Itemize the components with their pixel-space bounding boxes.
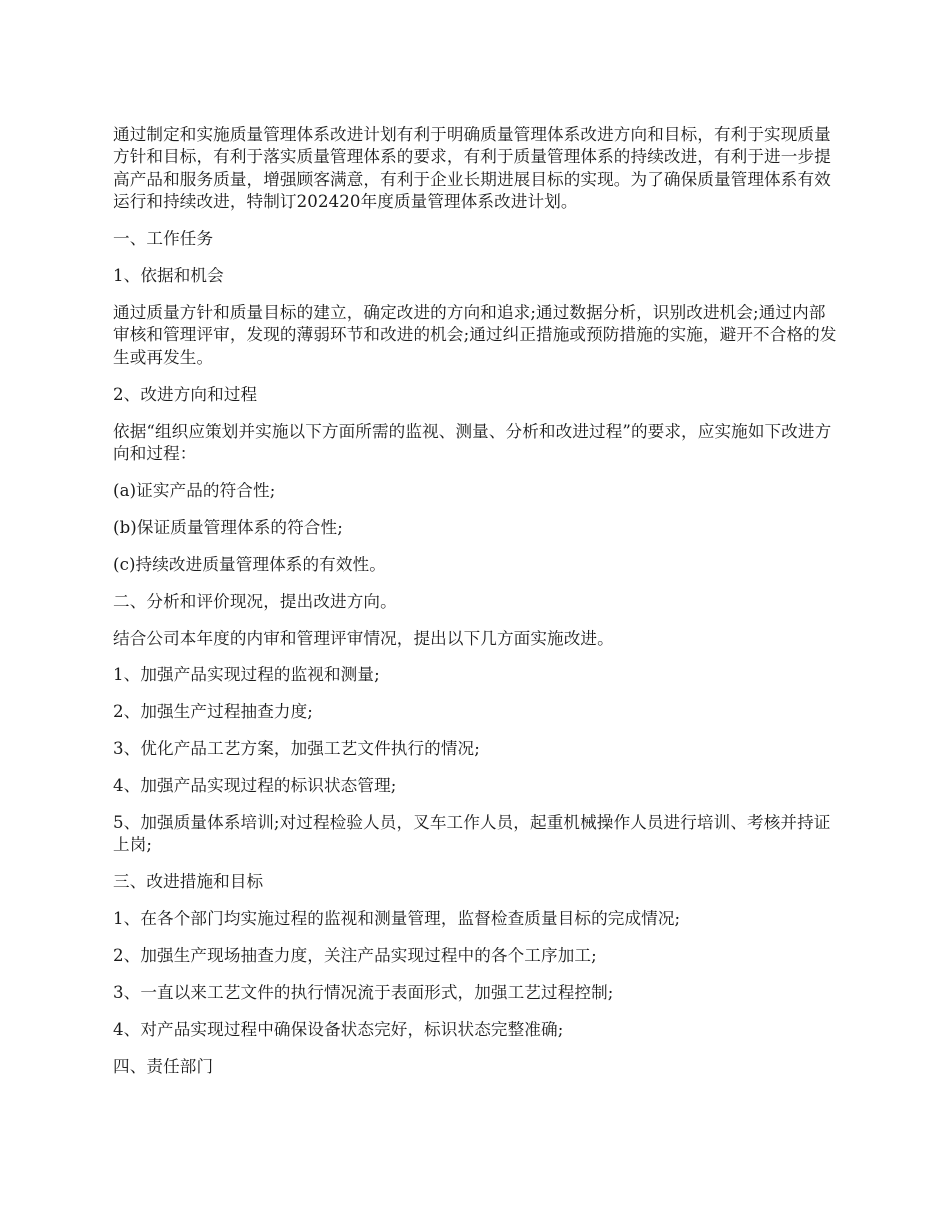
section-heading-responsible-dept: 四、责任部门 — [113, 1056, 214, 1076]
measure-item-1: 1、在各个部门均实施过程的监视和测量管理，监督检查质量目标的完成情况; — [113, 909, 681, 929]
list-item-3: 3、优化产品工艺方案，加强工艺文件执行的情况; — [113, 739, 480, 759]
list-item-b: (b)保证质量管理体系的符合性; — [113, 517, 343, 537]
list-item-a: (a)证实产品的符合性; — [113, 480, 276, 500]
measure-item-3: 3、一直以来工艺文件的执行情况流于表面形式，加强工艺过程控制; — [113, 983, 614, 1003]
list-item-1: 1、加强产品实现过程的监视和测量; — [113, 665, 380, 685]
measure-item-4: 4、对产品实现过程中确保设备状态完好，标识状态完整准确; — [113, 1019, 564, 1039]
section-heading-analysis: 二、分析和评价现况，提出改进方向。 — [113, 591, 397, 611]
paragraph-improvement-requirement: 依据“组织应策划并实施以下方面所需的监视、测量、分析和改进过程”的要求，应实施如下改进方向和过程： — [113, 421, 832, 463]
measure-item-2: 2、加强生产现场抽查力度，关注产品实现过程中的各个工序加工; — [113, 946, 597, 966]
list-item-2: 2、加强生产过程抽查力度; — [113, 702, 313, 722]
subheading-improvement-direction: 2、改进方向和过程 — [113, 384, 258, 404]
subheading-basis-and-opportunity: 1、依据和机会 — [113, 266, 224, 286]
list-item-5: 5、加强质量体系培训;对过程检验人员，叉车工作人员，起重机械操作人员进行培训、考核并持证上岗; — [113, 813, 831, 855]
section-heading-measures: 三、改进措施和目标 — [113, 872, 264, 892]
document-body — [113, 124, 840, 1093]
list-item-4: 4、加强产品实现过程的标识状态管理; — [113, 776, 397, 796]
paragraph-analysis-intro: 结合公司本年度的内审和管理评审情况，提出以下几方面实施改进。 — [113, 628, 614, 648]
paragraph-basis-detail: 通过质量方针和质量目标的建立，确定改进的方向和追求;通过数据分析，识别改进机会;通过内部审核和管理评审，发现的薄弱环节和改进的机会;通过纠正措施或预防措施的实施，避开不合格的发生或再发生。 — [113, 302, 837, 367]
intro-paragraph: 通过制定和实施质量管理体系改进计划有利于明确质量管理体系改进方向和目标，有利于实现质量方针和目标，有利于落实质量管理体系的要求，有利于质量管理体系的持续改进，有利于进一步提高产品和服务质量，增强顾客满意，有利于企业长期进展目标的实现。为了确保质量管理体系有效运行和持续改进，特制订202420年度质量管理体系改进计划。 — [113, 125, 831, 212]
list-item-c: (c)持续改进质量管理体系的有效性。 — [113, 554, 386, 574]
section-heading-work-tasks: 一、工作任务 — [113, 229, 214, 249]
